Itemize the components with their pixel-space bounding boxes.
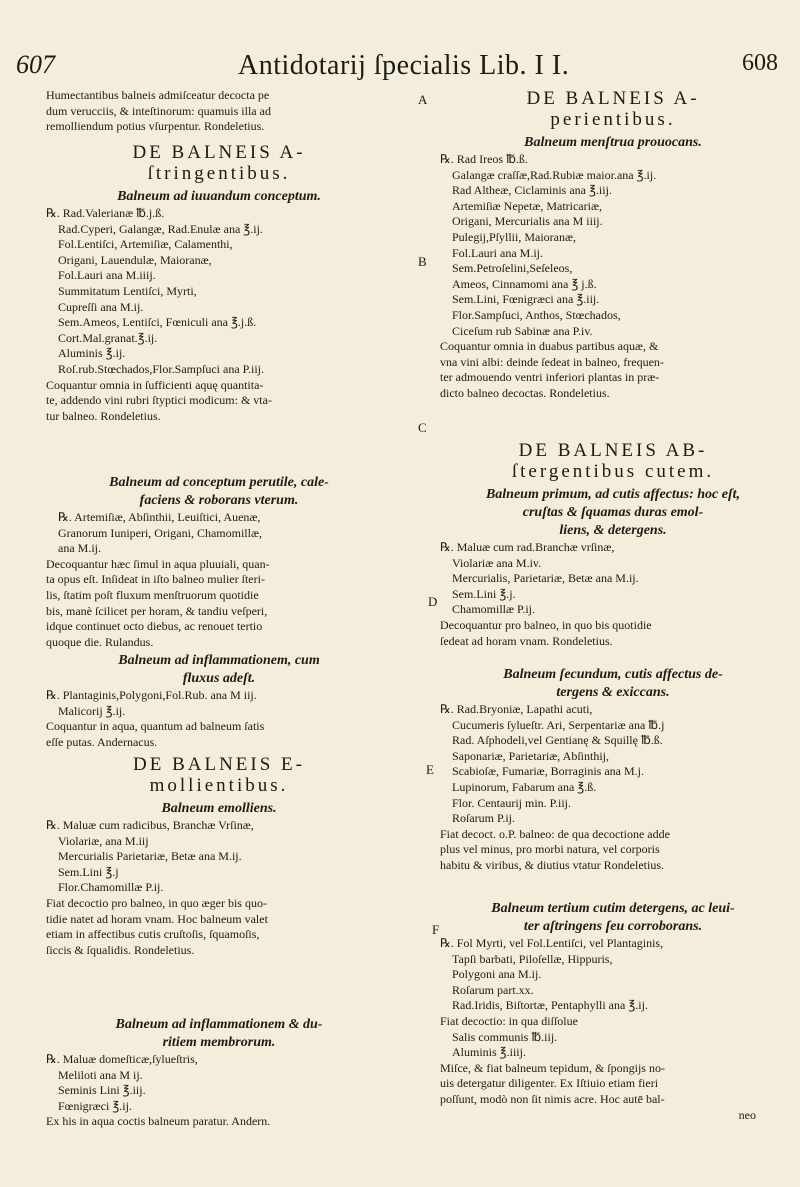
text-line: ℞. Rad.Valerianæ ℔.j.ß. (46, 206, 165, 220)
text-line: Lupinorum, Fabarum ana ℥.ß. (452, 779, 597, 794)
text-line: Coquantur omnia in ſufficienti aquę quantita- (46, 377, 264, 392)
text-line: eſſe putas. Andernacus. (46, 734, 158, 749)
section-astringentibus (46, 142, 392, 424)
section-emollientibus (46, 754, 392, 958)
section-duritiem (46, 1016, 392, 1130)
text-line: poſſunt, modò non ſit nimis acre. Hoc autē bal- (440, 1091, 665, 1106)
recipe-heading: Balneum tertium cutim detergens, ac leui- (491, 901, 735, 916)
text-line: ℞. Plantaginis,Polygoni,Fol.Rub. ana M iij. (46, 688, 257, 702)
text-line: Summitatum Lentiſci, Myrti, (58, 283, 197, 298)
text-line: quoque die. Rulandus. (46, 634, 154, 649)
text-line: ℞. Rad Ireos ℔.ß. (440, 152, 528, 166)
text-line: Cort.Mal.granat.℥.ij. (58, 330, 158, 345)
recipe-heading: Balneum ad conceptum perutile, cale- (109, 475, 329, 490)
text-line: Malicorij ℥.ij. (58, 703, 126, 718)
text-line: Rad Altheæ, Ciclaminis ana ℥.iij. (452, 183, 612, 198)
text-line: Sem.Ameos, Lentiſci, Fœniculi ana ℥.j.ß. (58, 315, 257, 330)
margin-letter-b: B (418, 254, 427, 269)
text-line: Fol.Lauri ana M.ij. (452, 245, 543, 260)
text-line: Miſce, & fiat balneum tepidum, & ſpongijs no- (440, 1060, 665, 1075)
text-line: Galangæ craſſæ,Rad.Rubiæ maior.ana ℥.ij. (452, 167, 657, 182)
text-line: habitu & viribus, & diutius vtatur Rondeletius. (440, 857, 664, 872)
text-line: Fiat decoct. o.P. balneo: de qua decoctione adde (440, 826, 670, 841)
text-line: ℞. Rad.Bryoniæ, Lapathi acuti, (440, 702, 593, 716)
margin-letter-f: F (432, 922, 440, 937)
text-line: Ameos, Cinnamomi ana ℥ j.ß. (452, 276, 597, 291)
text-line: Rad.Cyperi, Galangæ, Rad.Enulæ ana ℥.ij. (58, 221, 263, 236)
text-line: ℞. Maluæ cum radicibus, Branchæ Vrſinæ, (46, 818, 254, 832)
text-line: Origani, Mercurialis ana M iiij. (452, 214, 603, 229)
text-line: Fiat decoctio: in qua diſſolue (440, 1013, 578, 1028)
margin-letter-c: C (418, 420, 427, 435)
margin-letter-a: A (418, 92, 428, 107)
text-line: ter admouendo ventri inferiori plantas in præ- (440, 370, 660, 385)
text-line: Ciceſum rub Sabinæ ana P.iv. (452, 323, 593, 338)
text-line: ℞. Artemiſiæ, Abſinthii, Leuiſtici, Auenæ, (58, 510, 261, 524)
section-inflammationem (46, 652, 392, 750)
text-line: Cucumeris ſylueſtr. Ari, Serpentariæ ana ℔.j (452, 717, 665, 732)
text-line: idque continuet octo diebus, ac renouet tertio (46, 619, 263, 634)
text-line: Salis communis ℔.iij. (452, 1029, 558, 1044)
text-line: ſiccis & ſqualidis. Rondeletius. (46, 942, 195, 957)
text-line: vna vini albi: deinde ſedeat in balneo, frequen- (440, 354, 664, 369)
text-line: ſedeat ad horam vnam. Rondeletius. (440, 633, 613, 648)
section-title: perientibus. (550, 109, 676, 130)
text-line: Granorum Iuniperi, Origani, Chamomillæ, (58, 525, 262, 540)
text-line: Ex his in aqua coctis balneum paratur. Andern. (46, 1114, 271, 1129)
section-abstergentibus (440, 440, 786, 649)
text-line: Coquantur omnia in duabus partibus aquæ, & (440, 339, 659, 354)
text-line: Sem.Lini ℥.j. (452, 586, 516, 601)
catchword: neo (738, 1107, 756, 1122)
text-line: Violariæ ana M.iv. (452, 555, 542, 570)
left-intro (46, 88, 392, 135)
text-line: plus vel minus, pro morbi natura, vel corporis (440, 842, 660, 857)
section-title: ſtergentibus cutem. (511, 461, 715, 482)
recipe-heading: liens, & detergens. (559, 523, 667, 538)
recipe-heading: ter aſtringens ſeu corroborans. (523, 919, 703, 934)
recipe-heading: ritiem membrorum. (162, 1035, 276, 1050)
recipe-heading: Balneum emolliens. (161, 801, 277, 816)
section-title: mollientibus. (149, 775, 289, 796)
recipe-heading: Balneum menſtrua prouocans. (524, 135, 702, 150)
text-line: Aluminis ℥.iiij. (452, 1045, 526, 1060)
text-line: ana M.ij. (58, 541, 101, 556)
text-line: Coquantur in aqua, quantum ad balneum ſatis (46, 719, 265, 734)
recipe-heading: fluxus adeſt. (182, 671, 256, 686)
text-line: Roſarum P.ij. (452, 811, 516, 826)
text-line: Chamomillæ P.ij. (452, 602, 536, 617)
text-line: Artemiſiæ Nepetæ, Matricariæ, (452, 198, 602, 213)
text-line: tur balneo. Rondeletius. (46, 408, 161, 423)
text-line: etiam in affectibus cutis cruſtoſis, ſquamoſis, (46, 927, 260, 942)
section-title: DE BALNEIS A- (526, 88, 700, 109)
text-line: Decoquantur hæc ſimul in aqua pluuiali, quan- (46, 556, 270, 571)
section-title: DE BALNEIS E- (133, 754, 305, 775)
running-title: Antidotarij ſpecialis Lib. I I. (238, 50, 570, 81)
recipe-heading: cruſtas & ſquamas duras emol- (522, 505, 704, 520)
section-title: DE BALNEIS A- (132, 142, 306, 163)
text-line: Flor. Centaurij min. P.iij. (452, 795, 572, 810)
recipe-heading: Balneum ſecundum, cutis affectus de- (503, 667, 723, 682)
text-line: Decoquantur pro balneo, in quo bis quotidie (440, 617, 652, 632)
text-line: Mercurialis Parietariæ, Betæ ana M.ij. (58, 849, 242, 864)
text-line: ℞. Maluæ domeſticæ,ſylueſtris, (46, 1052, 198, 1066)
page-number-left: 607 (16, 50, 55, 79)
section-secundum (440, 666, 786, 874)
text-line: Fol.Lauri ana M.iiij. (58, 268, 156, 283)
text-line: ℞. Maluæ cum rad.Branchæ vrſinæ, (440, 540, 615, 554)
text-line: Polygoni ana M.ij. (452, 967, 542, 982)
text-line: Sem.Petroſelini,Seſeleos, (452, 261, 573, 276)
text-line: Sem.Lini, Fœnigræci ana ℥.iij. (452, 292, 600, 307)
text-line: Fol.Lentiſci, Artemiſiæ, Calamenthi, (58, 237, 233, 252)
text-line: Humectantibus balneis admiſceatur decocta pe (46, 88, 270, 102)
recipe-heading: Balneum ad inflammationem & du- (115, 1017, 323, 1032)
text-line: lis, ſtatim poſt fluxum menſtruorum quotidie (46, 587, 259, 602)
recipe-heading: faciens & roborans vterum. (139, 493, 299, 508)
text-line: bis, manè ſcilicet per horam, & tandiu veſperi, (46, 603, 268, 618)
text-line: Fœnigræci ℥.ij. (58, 1098, 132, 1113)
text-line: Cupreſſi ana M.ij. (58, 299, 144, 314)
text-line: Rad.Iridis, Biſtortæ, Pentaphylli ana ℥.ij. (452, 998, 648, 1013)
text-line: dicto balneo decoctas. Rondeletius. (440, 385, 610, 400)
text-line: Origani, Lauendulæ, Maioranæ, (58, 252, 212, 267)
recipe-heading: tergens & exiccans. (556, 685, 670, 700)
text-line: Flor.Sampſuci, Anthos, Stœchados, (452, 307, 621, 322)
text-line: Roſ.rub.Stœchados,Flor.Sampſuci ana P.iij. (58, 361, 264, 376)
section-aperientibus (440, 88, 786, 402)
page-number-right: 608 (742, 50, 778, 76)
text-line: Flor.Chamomillæ P.ij. (58, 880, 164, 895)
text-line: Mercurialis, Parietariæ, Betæ ana M.ij. (452, 571, 639, 586)
text-line: Violariæ, ana M.iij (58, 833, 149, 848)
text-line: tidie natet ad horam vnam. Hoc balneum valet (46, 911, 268, 926)
section-title: DE BALNEIS AB- (518, 440, 708, 461)
text-line: Tapſi barbati, Piloſellæ, Hippuris, (452, 951, 613, 966)
text-line: Seminis Lini ℥.iij. (58, 1083, 146, 1098)
text-line: remolliendum potius vſurpentur. Rondeletius. (46, 119, 265, 134)
text-line: Scabioſæ, Fumariæ, Borraginis ana M.j. (452, 764, 644, 779)
text-line: uis detergatur diligenter. Ex Iſtiuio etiam fieri (440, 1076, 659, 1091)
section-tertium (440, 900, 786, 1123)
text-line: Roſarum part.xx. (452, 982, 534, 997)
margin-letter-d: D (428, 594, 438, 609)
text-line: Fiat decoctio pro balneo, in quo æger bis quo- (46, 895, 267, 910)
recipe-heading: Balneum primum, ad cutis affectus: hoc eſt, (485, 487, 741, 502)
text-line: dum verucciis, & inteſtinorum: quamuis illa ad (46, 103, 271, 118)
text-line: ta opus eſt. Inſideat in iſto balneo mulier ſteri- (46, 572, 265, 587)
section-title: ſtringentibus. (147, 163, 291, 184)
text-line: Sem.Lini ℥.j (58, 864, 119, 879)
margin-letter-e: E (426, 762, 434, 777)
recipe-heading: Balneum ad inflammationem, cum (118, 653, 320, 668)
text-line: Saponariæ, Parietariæ, Abſinthij, (452, 748, 609, 763)
text-line: ℞. Fol Myrti, vel Fol.Lentiſci, vel Plantaginis, (440, 936, 664, 950)
recipe-heading: Balneum ad iuuandum conceptum. (117, 189, 321, 204)
section-conceptum (46, 474, 392, 650)
text-line: Aluminis ℥.ij. (58, 346, 126, 361)
text-line: Pulegij,Pſyllii, Maioranæ, (452, 229, 577, 244)
text-line: Rad. Aſphodeli,vel Gentianę & Squillę ℔.ß. (452, 733, 663, 748)
text-line: te, addendo vini rubri ſtyptici modicum: & vta- (46, 393, 272, 408)
text-line: Meliloti ana M ij. (58, 1067, 143, 1082)
